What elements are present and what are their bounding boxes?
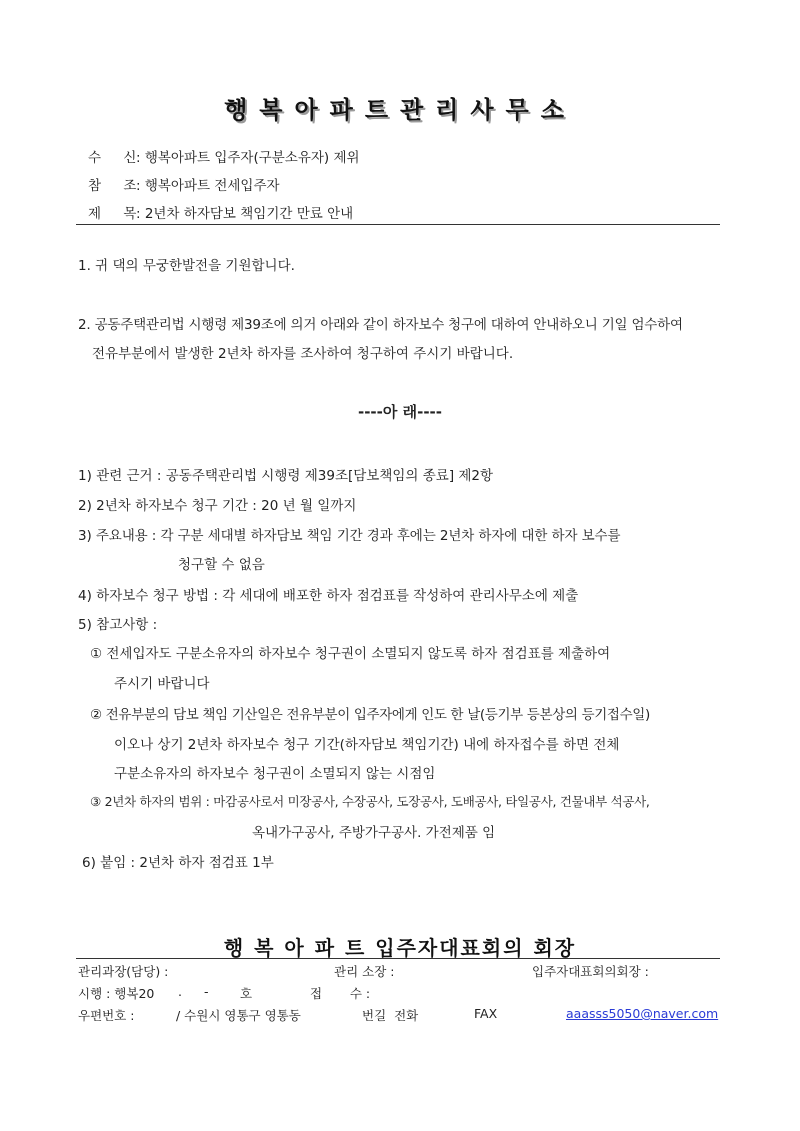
receive-label: 접 수 : (310, 986, 371, 1001)
item-basis: 1) 관련 근거 : 공동주택관리법 시행령 제39조[담보책임의 종료] 제2항 (78, 468, 494, 484)
subject-row (88, 202, 353, 222)
director-label: 관리 소장 : (334, 964, 395, 979)
enforce-dash: - (204, 984, 209, 999)
footer-divider (76, 958, 720, 959)
recipient-row (88, 146, 360, 166)
greeting-paragraph: 1. 귀 댁의 무궁한발전을 기원합니다. (78, 258, 295, 274)
notice-paragraph-line2: 전유부분에서 발생한 2년차 하자를 조사하여 청구하여 주시기 바랍니다. (92, 346, 514, 362)
reference-row (88, 174, 280, 194)
reference-key: 참 조 (88, 178, 137, 194)
fax-label: FAX (474, 1006, 498, 1021)
item-main-content-line2: 청구할 수 없음 (178, 557, 265, 573)
note3-line1: ③ 2년차 하자의 범위 : 마감공사로서 미장공사, 수장공사, 도장공사, 도배공사, 타일공사, 건물내부 석공사, (90, 794, 650, 809)
subject-key: 제 목 (88, 206, 137, 222)
chairman-title: 행 복 아 파 트 입주자대표회의 회장 (223, 936, 577, 960)
item-attachment: 6) 붙임 : 2년차 하자 점검표 1부 (82, 855, 274, 871)
recipient-value: : 행복아파트 입주자(구분소유자) 제위 (136, 150, 360, 166)
notice-heading: ----아 래---- (357, 403, 442, 421)
note3-line2: 옥내가구공사, 주방가구공사. 가전제품 임 (252, 825, 496, 841)
note2-line3: 구분소유자의 하자보수 청구권이 소멸되지 않는 시점임 (114, 766, 436, 782)
note2-line2: 이오나 상기 2년차 하자보수 청구 기간(하자담보 책임기간) 내에 하자접수를 하면 전체 (114, 737, 620, 753)
postal-label: 우편번호 : (78, 1008, 135, 1023)
email-link[interactable]: aaasss5050@naver.com (566, 1006, 719, 1021)
note1-line1: ① 전세입자도 구분소유자의 하자보수 청구권이 소멸되지 않도록 하자 점검표를 제출하여 (90, 646, 611, 662)
chair-label: 입주자대표회의회장 : (532, 964, 649, 979)
item-claim-method: 4) 하자보수 청구 방법 : 각 세대에 배포한 하자 점검표를 작성하여 관리사무소에 제출 (78, 588, 579, 604)
reference-value: : 행복아파트 전세입주자 (136, 178, 280, 194)
manager-label: 관리과장(담당) : (78, 964, 169, 979)
notice-paragraph-line1: 2. 공동주택관리법 시행령 제39조에 의거 아래와 같이 하자보수 청구에 대하여 안내하오니 기일 엄수하여 (78, 317, 683, 333)
subject-value: : 2년차 하자담보 책임기간 만료 안내 (136, 206, 354, 222)
recipient-key: 수 신 (88, 150, 137, 166)
item-main-content-line1: 3) 주요내용 : 각 구분 세대별 하자담보 책임 기간 경과 후에는 2년차 하자에 대한 하자 보수를 (78, 528, 621, 544)
note1-line2: 주시기 바랍니다 (114, 676, 210, 692)
item-notes: 5) 참고사항 : (78, 617, 158, 633)
header-divider (76, 224, 720, 225)
item-claim-period: 2) 2년차 하자보수 청구 기간 : 20 년 월 일까지 (78, 498, 357, 514)
office-title: 행복아파트관리사무소 (224, 96, 576, 124)
note2-line1: ② 전유부분의 담보 책임 기산일은 전유부분이 입주자에게 인도 한 날(등기부 등본상의 등기접수일) (90, 707, 650, 723)
enforce-ho: 호 (240, 986, 253, 1001)
enforce-dot: . (178, 984, 182, 999)
enforce-label: 시행 : 행복20 (78, 986, 155, 1001)
address-bunji-phone: 번길 전화 (362, 1008, 419, 1023)
address: / 수원시 영통구 영통동 (176, 1008, 301, 1023)
